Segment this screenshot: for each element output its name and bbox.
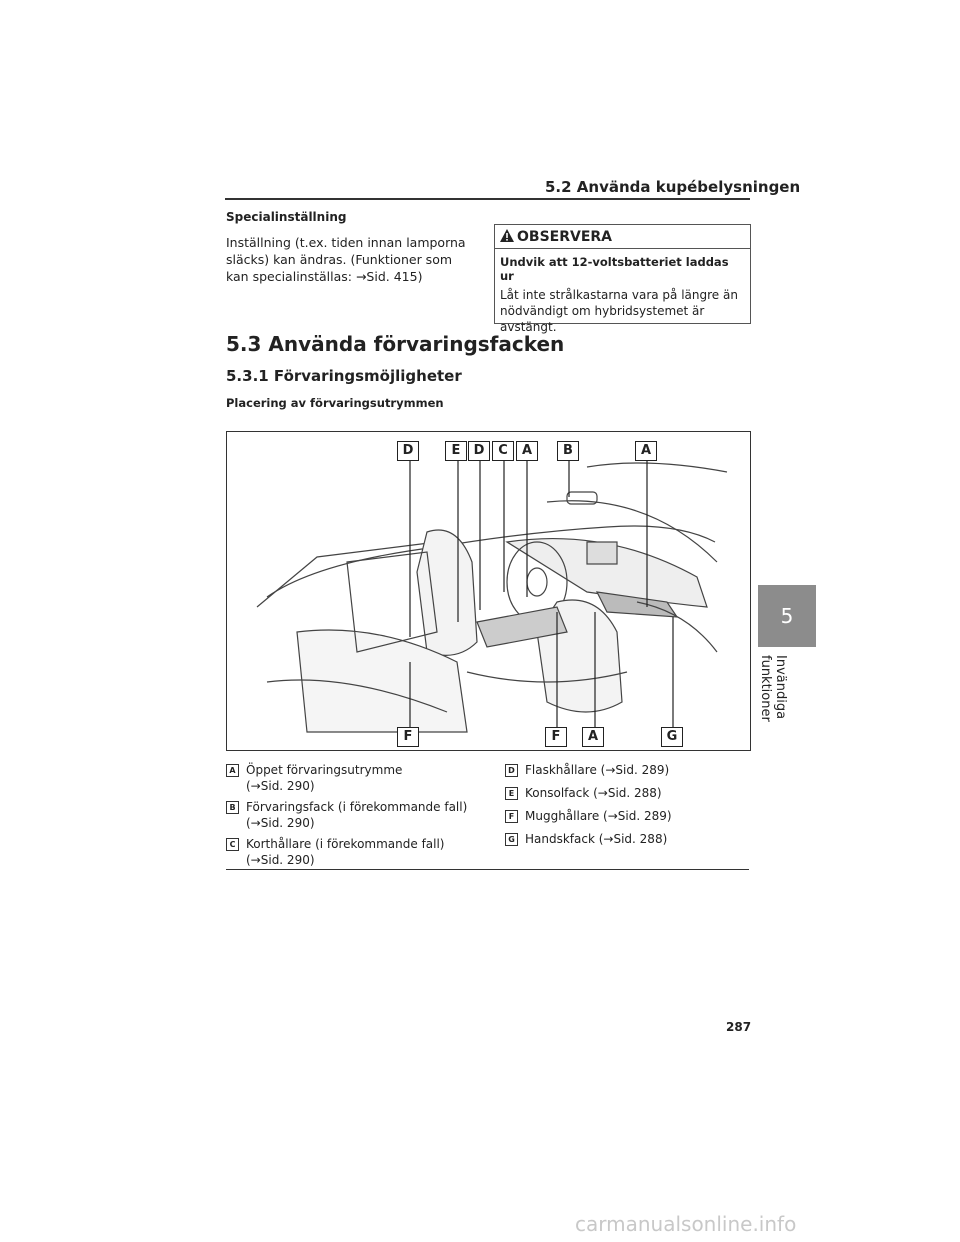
figure-label-bottom: A <box>582 727 604 747</box>
special-heading: Specialinställning <box>226 210 347 224</box>
legend-key: B <box>226 801 239 814</box>
special-text: Inställning (t.ex. tiden innan lamporna släcks) kan ändras. (Funktioner som kan specialinställas: →Sid. 415) <box>226 235 466 284</box>
interior-figure <box>226 431 751 751</box>
figure-label-top: D <box>397 441 419 461</box>
legend-key: D <box>505 764 518 777</box>
figure-label-top: E <box>445 441 467 461</box>
legend-text: Konsolfack (→Sid. 288) <box>525 786 662 800</box>
legend-text: Mugghållare (→Sid. 289) <box>525 809 672 823</box>
legend-item <box>505 785 662 801</box>
legend-item <box>226 762 402 794</box>
bottom-divider <box>226 869 749 870</box>
legend-item <box>505 831 667 847</box>
figure-label-top: D <box>468 441 490 461</box>
watermark: carmanualsonline.info <box>575 1212 797 1236</box>
warning-title: OBSERVERA <box>517 228 613 245</box>
figure-label-bottom: F <box>545 727 567 747</box>
legend-text: Korthållare (i förekommande fall) (→Sid. 290) <box>246 837 445 867</box>
legend-key: E <box>505 787 518 800</box>
legend-item <box>226 799 467 831</box>
legend-text: Öppet förvaringsutrymme (→Sid. 290) <box>246 763 403 793</box>
legend-key: F <box>505 810 518 823</box>
warning-box <box>494 224 751 334</box>
warning-icon <box>499 228 515 243</box>
warning-body: Låt inte strålkastarna vara på längre än nödvändigt om hybridsystemet är avstängt. <box>500 288 738 334</box>
warning-subtitle: Undvik att 12-voltsbatteriet laddas ur <box>500 255 729 283</box>
legend-key: A <box>226 764 239 777</box>
subsection-heading: 5.3.1 Förvaringsmöjligheter <box>226 367 462 385</box>
section-heading: 5.3 Använda förvaringsfacken <box>226 332 565 356</box>
legend-text: Handskfack (→Sid. 288) <box>525 832 668 846</box>
legend-text: Flaskhållare (→Sid. 289) <box>525 763 670 777</box>
figure-label-top: A <box>635 441 657 461</box>
legend-item <box>505 762 669 778</box>
figure-label-top: B <box>557 441 579 461</box>
running-header: 5.2 Använda kupébelysningen <box>545 178 801 196</box>
legend-key: G <box>505 833 518 846</box>
header-divider <box>225 198 750 200</box>
chapter-tab <box>758 585 816 647</box>
warning-header <box>495 225 750 249</box>
legend-key: C <box>226 838 239 851</box>
legend-text: Förvaringsfack (i förekommande fall) (→Sid. 290) <box>246 800 468 830</box>
figure-label-top: A <box>516 441 538 461</box>
legend-item <box>505 808 672 824</box>
legend-item <box>226 836 445 868</box>
page-number: 287 <box>726 1020 752 1034</box>
figure-label-bottom: G <box>661 727 683 747</box>
figure-label-top: C <box>492 441 514 461</box>
figure-heading: Placering av förvaringsutrymmen <box>226 396 444 410</box>
figure-label-bottom: F <box>397 727 419 747</box>
car-interior-illustration <box>227 432 750 750</box>
chapter-number: 5 <box>780 604 794 628</box>
chapter-label: Invändiga funktioner <box>758 655 788 722</box>
